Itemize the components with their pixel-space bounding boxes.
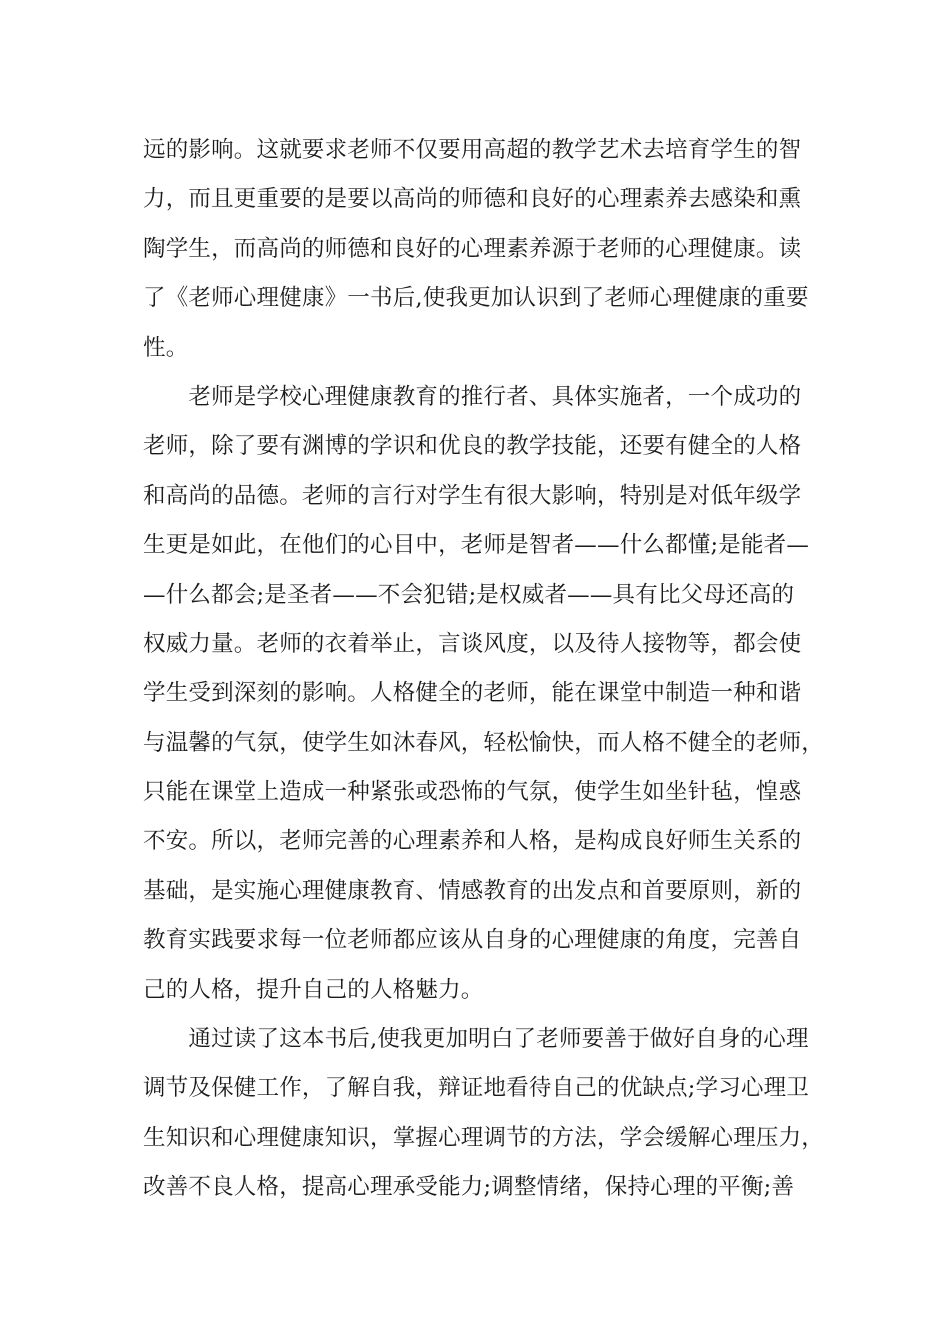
text-line: —什么都会;是圣者——不会犯错;是权威者——具有比父母还高的 xyxy=(143,581,795,608)
text-line: 老师，除了要有渊博的学识和优良的教学技能，还要有健全的人格 xyxy=(143,433,802,460)
text-line: 和高尚的品德。老师的言行对学生有很大影响，特别是对低年级学 xyxy=(143,482,802,509)
text-line: 调节及保健工作，了解自我，辩证地看待自己的优缺点;学习心理卫 xyxy=(143,1075,810,1102)
text-line: 改善不良人格，提高心理承受能力;调整情绪，保持心理的平衡;善 xyxy=(143,1174,795,1201)
text-line: 陶学生，而高尚的师德和良好的心理素养源于老师的心理健康。读 xyxy=(143,235,802,262)
text-line: 通过读了这本书后,使我更加明白了老师要善于做好自身的心理 xyxy=(143,1026,809,1053)
text-line: 只能在课堂上造成一种紧张或恐怖的气氛，使学生如坐针毡，惶惑 xyxy=(143,779,802,806)
paragraph-3 xyxy=(143,1015,823,1213)
text-line: 教育实践要求每一位老师都应该从自身的心理健康的角度，完善自 xyxy=(143,927,802,954)
text-line: 老师是学校心理健康教育的推行者、具体实施者，一个成功的 xyxy=(143,383,802,410)
text-line: 学生受到深刻的影响。人格健全的老师，能在课堂中制造一种和谐 xyxy=(143,680,802,707)
text-line: 生更是如此，在他们的心目中，老师是智者——什么都懂;是能者— xyxy=(143,532,810,559)
text-line: 远的影响。这就要求老师不仅要用高超的教学艺术去培育学生的智 xyxy=(143,137,802,163)
paragraph-1 xyxy=(143,126,823,373)
text-line: 性。 xyxy=(143,334,189,361)
text-line: 了《老师心理健康》一书后,使我更加认识到了老师心理健康的重要 xyxy=(143,285,809,312)
paragraph-2 xyxy=(143,373,823,1015)
text-line: 力，而且更重要的是要以高尚的师德和良好的心理素养去感染和熏 xyxy=(143,186,802,213)
text-line: 基础，是实施心理健康教育、情感教育的出发点和首要原则，新的 xyxy=(143,877,802,904)
text-line: 己的人格，提升自己的人格魅力。 xyxy=(143,976,484,1003)
text-line: 生知识和心理健康知识，掌握心理调节的方法，学会缓解心理压力， xyxy=(143,1124,825,1151)
text-line: 与温馨的气氛，使学生如沐春风，轻松愉快，而人格不健全的老师， xyxy=(143,729,825,756)
text-line: 权威力量。老师的衣着举止，言谈风度，以及待人接物等，都会使 xyxy=(143,630,802,657)
text-line: 不安。所以，老师完善的心理素养和人格，是构成良好师生关系的 xyxy=(143,828,802,855)
document-body xyxy=(143,126,823,1213)
